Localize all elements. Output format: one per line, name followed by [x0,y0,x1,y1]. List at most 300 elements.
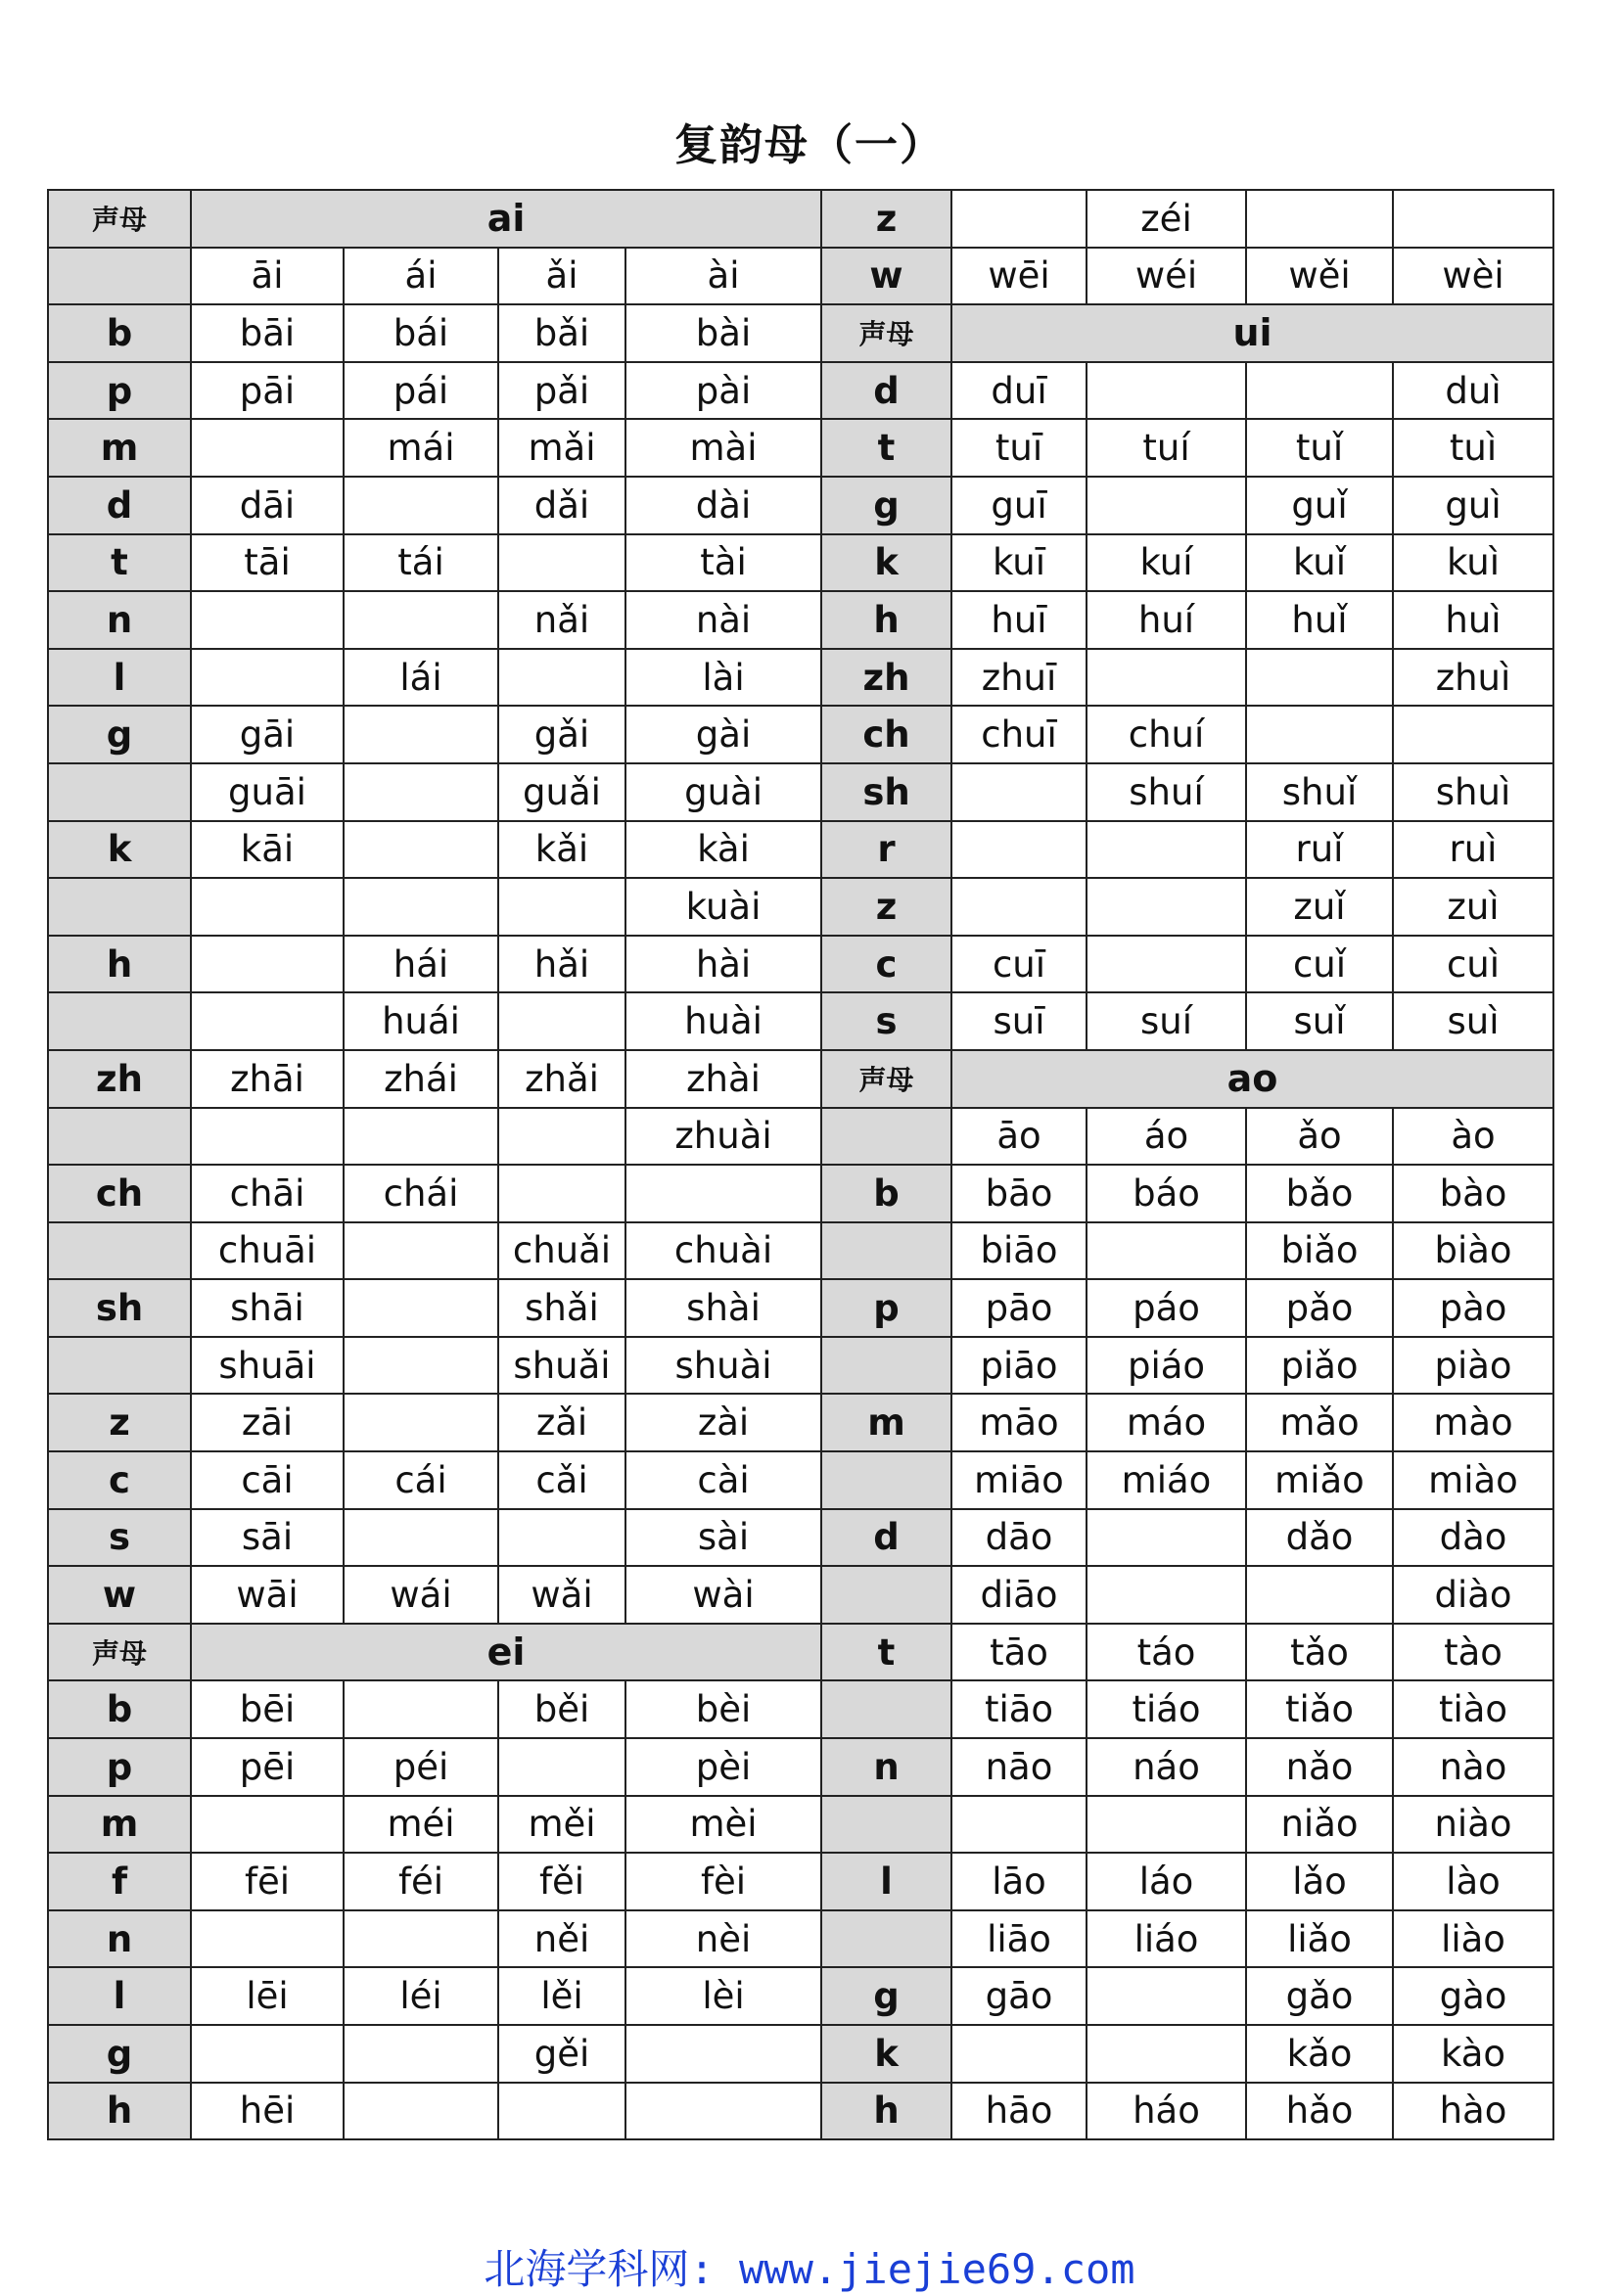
syllable-cell: ruǐ [1246,821,1393,879]
syllable-cell: shuì [1393,763,1553,821]
syllable-cell: miǎo [1246,1451,1393,1509]
syllable-row [821,1853,1553,1910]
syllable-cell [344,1394,498,1451]
initial-cell: w [821,248,951,305]
syllable-cell: féi [344,1853,498,1910]
syllable-cell: nào [1393,1738,1553,1796]
initial-cell: p [48,1738,191,1796]
initial-cell [48,1337,191,1395]
syllable-cell: māo [951,1394,1087,1451]
syllable-cell [344,1222,498,1280]
syllable-row [48,1853,821,1910]
syllable-cell: shuǐ [1246,763,1393,821]
initial-cell [821,1566,951,1624]
syllable-cell: bèi [625,1680,821,1738]
syllable-row [821,190,1553,248]
syllable-cell [191,2025,344,2083]
syllable-cell: huǐ [1246,591,1393,649]
syllable-cell: diào [1393,1566,1553,1624]
syllable-cell: chuài [625,1222,821,1280]
syllable-cell: zhāi [191,1050,344,1108]
syllable-cell [498,992,625,1050]
syllable-row [48,1394,821,1451]
initial-cell: n [821,1738,951,1796]
syllable-cell: niào [1393,1796,1553,1854]
syllable-cell [1087,936,1246,993]
syllable-row [48,1279,821,1337]
syllable-cell [191,936,344,993]
syllable-cell: tāi [191,534,344,592]
syllable-row [48,649,821,707]
syllable-cell: náo [1087,1738,1246,1796]
syllable-row [48,936,821,993]
initial-cell: m [48,419,191,477]
initial-cell: k [821,534,951,592]
initial-cell: s [48,1509,191,1567]
syllable-row [48,878,821,936]
initial-cell [48,1222,191,1280]
syllable-row [48,362,821,420]
syllable-cell: guǐ [1246,477,1393,534]
final-header: ui [951,304,1553,362]
initial-cell [48,878,191,936]
syllable-cell: piáo [1087,1337,1246,1395]
syllable-cell [1087,649,1246,707]
syllable-cell: hǎi [498,936,625,993]
syllable-cell [344,1680,498,1738]
syllable-cell: léi [344,1967,498,2025]
syllable-row [821,878,1553,936]
initial-cell: c [821,936,951,993]
syllable-cell: huī [951,591,1087,649]
final-header-row [821,304,1553,362]
syllable-cell: bēi [191,1680,344,1738]
syllable-cell: wǎi [498,1566,625,1624]
syllable-cell: niǎo [1246,1796,1393,1854]
syllable-cell [191,591,344,649]
syllable-cell: kuì [1393,534,1553,592]
syllable-cell: suì [1393,992,1553,1050]
syllable-row [48,1509,821,1567]
syllable-cell: zhuài [625,1108,821,1166]
syllable-cell [951,1796,1087,1854]
syllable-cell: mài [625,419,821,477]
initial-cell: p [48,362,191,420]
syllable-cell: bǎo [1246,1165,1393,1222]
syllable-cell: mái [344,419,498,477]
syllable-cell [191,649,344,707]
syllable-row [821,763,1553,821]
syllable-cell [344,2083,498,2140]
syllable-row [821,649,1553,707]
syllable-cell: nǎi [498,591,625,649]
initial-cell: k [48,821,191,879]
syllable-cell: gào [1393,1967,1553,2025]
initial-cell: n [48,591,191,649]
syllable-row [821,534,1553,592]
syllable-row [821,1738,1553,1796]
syllable-cell: āo [951,1108,1087,1166]
initial-cell: ch [821,706,951,763]
syllable-cell: piāo [951,1337,1087,1395]
syllable-row [48,1165,821,1222]
initial-cell: sh [821,763,951,821]
syllable-cell: tuí [1087,419,1246,477]
syllable-cell [344,1910,498,1968]
footer-website[interactable]: 北海学科网: www.jiejie69.com [484,2245,1135,2293]
syllable-cell: tuī [951,419,1087,477]
initial-cell: g [48,706,191,763]
syllable-cell: pèi [625,1738,821,1796]
syllable-cell: guī [951,477,1087,534]
syllable-cell [344,1337,498,1395]
syllable-cell: běi [498,1680,625,1738]
syllable-row [821,248,1553,305]
syllable-cell [344,878,498,936]
syllable-cell [191,878,344,936]
page-title: 复韵母（一） [674,120,945,170]
syllable-cell: huì [1393,591,1553,649]
initial-cell [48,763,191,821]
syllable-cell: dào [1393,1509,1553,1567]
initial-cell: h [48,936,191,993]
syllable-cell: chái [344,1165,498,1222]
syllable-cell [1087,1509,1246,1567]
syllable-cell: tiáo [1087,1680,1246,1738]
syllable-cell: péi [344,1738,498,1796]
syllable-row [821,1509,1553,1567]
syllable-row [821,1451,1553,1509]
syllable-row [821,1910,1553,1968]
syllable-row [48,1108,821,1166]
syllable-cell: guì [1393,477,1553,534]
syllable-cell [344,1279,498,1337]
syllable-cell [951,763,1087,821]
syllable-cell: nài [625,591,821,649]
initial-cell [821,1680,951,1738]
syllable-cell: pǎi [498,362,625,420]
syllable-cell: biào [1393,1222,1553,1280]
syllable-cell: ái [344,248,498,305]
syllable-cell: hēi [191,2083,344,2140]
syllable-cell: ào [1393,1108,1553,1166]
syllable-row [48,706,821,763]
syllable-cell: lào [1393,1853,1553,1910]
syllable-cell [1087,1796,1246,1854]
syllable-row [821,477,1553,534]
syllable-cell: shāi [191,1279,344,1337]
syllable-cell: gāo [951,1967,1087,2025]
syllable-cell: lēi [191,1967,344,2025]
syllable-row [821,1337,1553,1395]
syllable-row [821,1394,1553,1451]
initial-cell: zh [821,649,951,707]
syllable-cell: sài [625,1509,821,1567]
syllable-cell: něi [498,1910,625,1968]
initial-column-label: 声母 [821,304,951,362]
syllable-cell [344,763,498,821]
initial-cell: f [48,1853,191,1910]
syllable-cell: kào [1393,2025,1553,2083]
syllable-cell: gǎi [498,706,625,763]
syllable-cell [498,2083,625,2140]
syllable-cell: měi [498,1796,625,1854]
syllable-cell [344,477,498,534]
syllable-row [821,2083,1553,2140]
syllable-cell [344,1509,498,1567]
syllable-row [48,1910,821,1968]
syllable-cell [625,2025,821,2083]
syllable-cell: mǎi [498,419,625,477]
syllable-row [821,1796,1553,1854]
syllable-cell: máo [1087,1394,1246,1451]
syllable-cell: shuǎi [498,1337,625,1395]
initial-cell: l [48,1967,191,2025]
initial-cell [821,1796,951,1854]
syllable-cell: zuì [1393,878,1553,936]
syllable-cell: kuǐ [1246,534,1393,592]
syllable-cell [344,706,498,763]
syllable-cell: dāi [191,477,344,534]
syllable-cell [1087,1222,1246,1280]
syllable-cell [1087,362,1246,420]
syllable-cell [951,190,1087,248]
syllable-cell: cài [625,1451,821,1509]
syllable-cell [951,821,1087,879]
syllable-cell: miāo [951,1451,1087,1509]
syllable-cell [1246,649,1393,707]
syllable-cell: tuì [1393,419,1553,477]
initial-cell: b [48,304,191,362]
syllable-cell: nāo [951,1738,1087,1796]
syllable-cell: hǎo [1246,2083,1393,2140]
syllable-cell: dāo [951,1509,1087,1567]
initial-cell [48,248,191,305]
syllable-cell: kuài [625,878,821,936]
syllable-cell: áo [1087,1108,1246,1166]
syllable-cell [1246,1566,1393,1624]
initial-cell [821,1337,951,1395]
syllable-cell: zuǐ [1246,878,1393,936]
syllable-cell: shuài [625,1337,821,1395]
syllable-cell: nǎo [1246,1738,1393,1796]
syllable-cell: huí [1087,591,1246,649]
syllable-cell: chāi [191,1165,344,1222]
syllable-cell: wēi [951,248,1087,305]
syllable-cell: ài [625,248,821,305]
syllable-cell: nèi [625,1910,821,1968]
syllable-cell: méi [344,1796,498,1854]
syllable-cell: mèi [625,1796,821,1854]
syllable-cell: hái [344,936,498,993]
syllable-cell: ruì [1393,821,1553,879]
syllable-cell [344,591,498,649]
syllable-cell: tiào [1393,1680,1553,1738]
initial-cell: b [821,1165,951,1222]
syllable-row [48,1566,821,1624]
syllable-cell: tǎo [1246,1624,1393,1681]
initial-cell: b [48,1680,191,1738]
syllable-cell: wèi [1393,248,1553,305]
initial-cell: h [821,2083,951,2140]
syllable-row [821,1222,1553,1280]
syllable-cell: háo [1087,2083,1246,2140]
syllable-cell: shuí [1087,763,1246,821]
syllable-cell: tāo [951,1624,1087,1681]
syllable-cell: zhài [625,1050,821,1108]
final-header: ao [951,1050,1553,1108]
initial-cell: s [821,992,951,1050]
syllable-row [48,477,821,534]
syllable-cell: shuāi [191,1337,344,1395]
syllable-cell: shài [625,1279,821,1337]
syllable-cell: gěi [498,2025,625,2083]
syllable-cell: mǎo [1246,1394,1393,1451]
syllable-cell: páo [1087,1279,1246,1337]
syllable-cell: bào [1393,1165,1553,1222]
syllable-cell [1087,1566,1246,1624]
syllable-cell: miáo [1087,1451,1246,1509]
syllable-cell [498,1108,625,1166]
syllable-cell: chuī [951,706,1087,763]
syllable-cell: gǎo [1246,1967,1393,2025]
syllable-cell: mào [1393,1394,1553,1451]
syllable-cell: suǐ [1246,992,1393,1050]
initial-cell: l [48,649,191,707]
syllable-row [48,304,821,362]
syllable-row [821,821,1553,879]
syllable-cell: liào [1393,1910,1553,1968]
syllable-row [48,1337,821,1395]
syllable-cell: lāo [951,1853,1087,1910]
syllable-cell [1087,477,1246,534]
syllable-row [821,1165,1553,1222]
syllable-cell: bāi [191,304,344,362]
syllable-cell: dài [625,477,821,534]
syllable-cell: tiāo [951,1680,1087,1738]
syllable-cell [191,419,344,477]
syllable-cell: bái [344,304,498,362]
syllable-row [821,591,1553,649]
syllable-row [48,248,821,305]
syllable-cell: wài [625,1566,821,1624]
syllable-row [821,1624,1553,1681]
final-header-row [48,190,821,248]
syllable-cell [344,821,498,879]
syllable-row [821,992,1553,1050]
syllable-cell: táo [1087,1624,1246,1681]
initial-cell [48,992,191,1050]
syllable-cell: chuāi [191,1222,344,1280]
syllable-cell: lài [625,649,821,707]
syllable-cell: zǎi [498,1394,625,1451]
syllable-row [48,763,821,821]
syllable-row [48,1050,821,1108]
initial-cell: h [821,591,951,649]
syllable-row [48,821,821,879]
syllable-cell: liǎo [1246,1910,1393,1968]
syllable-cell: fèi [625,1853,821,1910]
syllable-cell: hāo [951,2083,1087,2140]
syllable-cell: huái [344,992,498,1050]
syllable-cell: fěi [498,1853,625,1910]
syllable-cell: liáo [1087,1910,1246,1968]
syllable-cell [951,2025,1087,2083]
final-header: ai [191,190,821,248]
syllable-cell: guǎi [498,763,625,821]
syllable-row [821,2025,1553,2083]
syllable-cell [344,2025,498,2083]
syllable-cell: zhái [344,1050,498,1108]
initial-cell: l [821,1853,951,1910]
initial-cell: t [821,1624,951,1681]
syllable-cell: chuǎi [498,1222,625,1280]
initial-column-label: 声母 [48,190,191,248]
syllable-cell: báo [1087,1165,1246,1222]
syllable-cell: lèi [625,1967,821,2025]
syllable-cell: gāi [191,706,344,763]
final-header: ei [191,1624,821,1681]
initial-column-label: 声母 [821,1050,951,1108]
syllable-cell: zhuì [1393,649,1553,707]
initial-cell: sh [48,1279,191,1337]
initial-cell [821,1451,951,1509]
syllable-cell: pāo [951,1279,1087,1337]
initial-cell: w [48,1566,191,1624]
syllable-cell [1087,1967,1246,2025]
syllable-cell: sāi [191,1509,344,1567]
syllable-cell: zài [625,1394,821,1451]
syllable-cell: duì [1393,362,1553,420]
initial-cell: g [821,1967,951,2025]
syllable-row [48,992,821,1050]
syllable-cell: kǎi [498,821,625,879]
syllable-cell: wěi [1246,248,1393,305]
syllable-cell: pài [625,362,821,420]
initial-cell [821,1108,951,1166]
initial-cell: h [48,2083,191,2140]
syllable-cell: ǎi [498,248,625,305]
syllable-cell [951,878,1087,936]
syllable-cell: kāi [191,821,344,879]
initial-cell: z [821,190,951,248]
syllable-row [48,2083,821,2140]
table-right [820,189,1554,2140]
syllable-cell: tái [344,534,498,592]
syllable-cell: bǎi [498,304,625,362]
syllable-cell: biāo [951,1222,1087,1280]
syllable-cell: tài [625,534,821,592]
syllable-row [48,1738,821,1796]
syllable-cell: cuǐ [1246,936,1393,993]
initial-cell: d [821,362,951,420]
syllable-cell [1246,362,1393,420]
syllable-cell [1393,706,1553,763]
initial-cell [821,1222,951,1280]
syllable-cell [1246,190,1393,248]
syllable-cell: bāo [951,1165,1087,1222]
syllable-cell [1246,706,1393,763]
syllable-cell [191,992,344,1050]
initial-cell: z [821,878,951,936]
syllable-cell [498,649,625,707]
syllable-cell: zéi [1087,190,1246,248]
syllable-cell: cái [344,1451,498,1509]
syllable-cell: bài [625,304,821,362]
syllable-cell [498,1509,625,1567]
syllable-cell: cāi [191,1451,344,1509]
initial-cell: g [821,477,951,534]
